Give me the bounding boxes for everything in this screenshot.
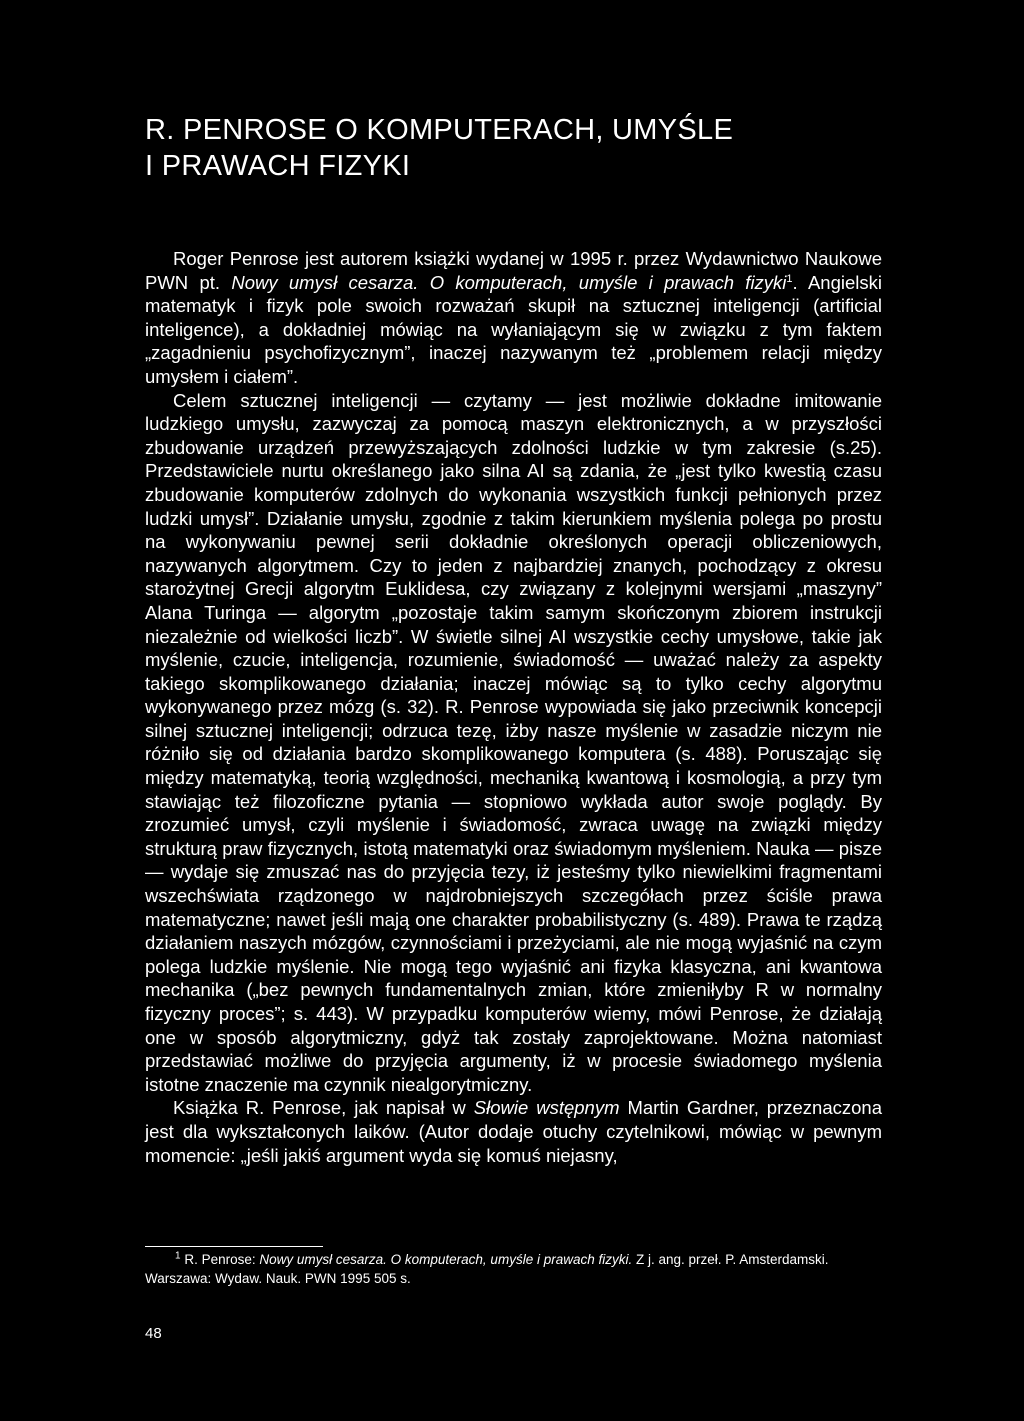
- footnote: [145, 1250, 882, 1288]
- paragraph-2: Celem sztucznej inteligencji — czytamy — jest możliwie dokładne imitowanie ludzkiego umysłu, zazwyczaj za pomocą maszyn elektronicznych, a w przyszłości zbudowanie urządzeń przewyższających zdolności ludzkie w tym zakresie (s.25). Przedstawiciele nurtu określanego jako silna AI są zdania, że „jest tylko kwestią czasu zbudowanie komputerów zdolnych do wykonania wszystkich funkcji pełnionych przez ludzki umysł”. Działanie umysłu, zgodnie z takim kierunkiem myślenia polega po prostu na wykonywaniu pewnej serii dokładnie określonych operacji obliczeniowych, nazywanych algorytmem. Czy to jeden z najbardziej znanych, pochodzący z okresu starożytnej Grecji algorytm Euklidesa, czy związany z kolejnymi wersjami „maszyny” Alana Turinga — algorytm „pozostaje takim samym skończonym zbiorem instrukcji niezależnie od wielkości liczb”. W świetle silnej AI wszystkie cechy umysłowe, takie jak myślenie, czucie, inteligencja, rozumienie, świadomość — uważać należy za aspekty takiego skomplikowanego działania; inaczej mówiąc są to tylko cechy algorytmu wykonywanego przez mózg (s. 32). R. Penrose wypowiada się jako przeciwnik koncepcji silnej sztucznej inteligencji; odrzuca tezę, iżby nasze myślenie w zasadzie niczym nie różniło się od działania bardzo skomplikowanego komputera (s. 488). Poruszając się między matematyką, teorią względności, mechaniką kwantową i kosmologią, a przy tym stawiając też filozoficzne pytania — stopniowo wykłada autor swoje poglądy. By zrozumieć umysł, czyli myślenie i świadomość, zwraca uwagę na związki między strukturą praw fizycznych, istotą matematyki oraz świadomym myśleniem. Nauka — pisze — wydaje się zmuszać nas do przyjęcia tezy, iż jesteśmy tylko niewielkimi fragmentami wszechświata rządzonego w najdrobniejszych szczegółach przez ściśle prawa matematyczne; nawet jeśli mają one charakter probabilistyczny (s. 489). Prawa te rządzą działaniem naszych mózgów, czynnościami i przeżyciami, ale nie mogą wyjaśnić na czym polega ludzkie myślenie. Nie mogą tego wyjaśnić ani fizyka klasyczna, ani kwantowa mechanika („bez pewnych fundamentalnych zmian, które zmieniłyby R w normalny fizyczny proces”; s. 443). W przypadku komputerów wiemy, mówi Penrose, że działają one w sposób algorytmiczny, gdyż tak zostały zaprojektowane. Można natomiast przedstawiać możliwe do przyjęcia argumenty, iż w procesie świadomego myślenia istotne znaczenie ma czynnik niealgorytmiczny.: [145, 389, 882, 1095]
- foreword-title-italic: Słowie wstępnym: [473, 1097, 620, 1119]
- chapter-title-line-1: R. PENROSE O KOMPUTERACH, UMYŚLE: [145, 114, 734, 146]
- page-number: 48: [145, 1325, 162, 1342]
- paragraph-3-text-a: Książka R. Penrose, jak napisał w: [173, 1097, 474, 1119]
- footnote-book-title: Nowy umysł cesarza. O komputerach, umyśle i prawach fizyki.: [259, 1252, 633, 1267]
- paragraph-1-text-b: . Angielski matematyk i fizyk pole swoich rozważań skupił na sztucznej inteligencji (artificial inteligence), a dokładniej mówiąc na wyłaniającym się w związku z tym faktem „zagadnieniu psychofizycznym”, inaczej nazywanym też „problemem relacji między umysłem i ciałem”.: [145, 271, 882, 387]
- footnote-text-a: R. Penrose:: [180, 1252, 260, 1267]
- chapter-title-line-2: I PRAWACH FIZYKI: [145, 150, 411, 182]
- paragraph-1: [145, 247, 882, 389]
- body-text: [145, 247, 882, 1167]
- footnote-text-b: Z j. ang. przeł. P. Amsterdamski. Warszawa: Wydaw. Nauk. PWN 1995 505 s.: [145, 1252, 829, 1286]
- footnote-reference[interactable]: 1: [786, 272, 793, 285]
- paragraph-3-text-b: Martin Gardner, przeznaczona jest dla wykształconych laików. (Autor dodaje otuchy czytelnikowi, mówiąc w pewnym momencie: „jeśli jakiś argument wyda się komuś niejasny,: [145, 1097, 882, 1166]
- paragraph-1-text-a: Roger Penrose jest autorem książki wydanej w 1995 r. przez Wydawnictwo Naukowe PWN pt.: [145, 248, 882, 293]
- book-title-italic: Nowy umysł cesarza. O komputerach, umyśle i prawach fizyki: [231, 271, 787, 293]
- footnote-separator: [145, 1246, 323, 1247]
- chapter-title: [145, 112, 905, 184]
- paragraph-3: [145, 1096, 882, 1167]
- footnote-marker: 1: [175, 1250, 181, 1262]
